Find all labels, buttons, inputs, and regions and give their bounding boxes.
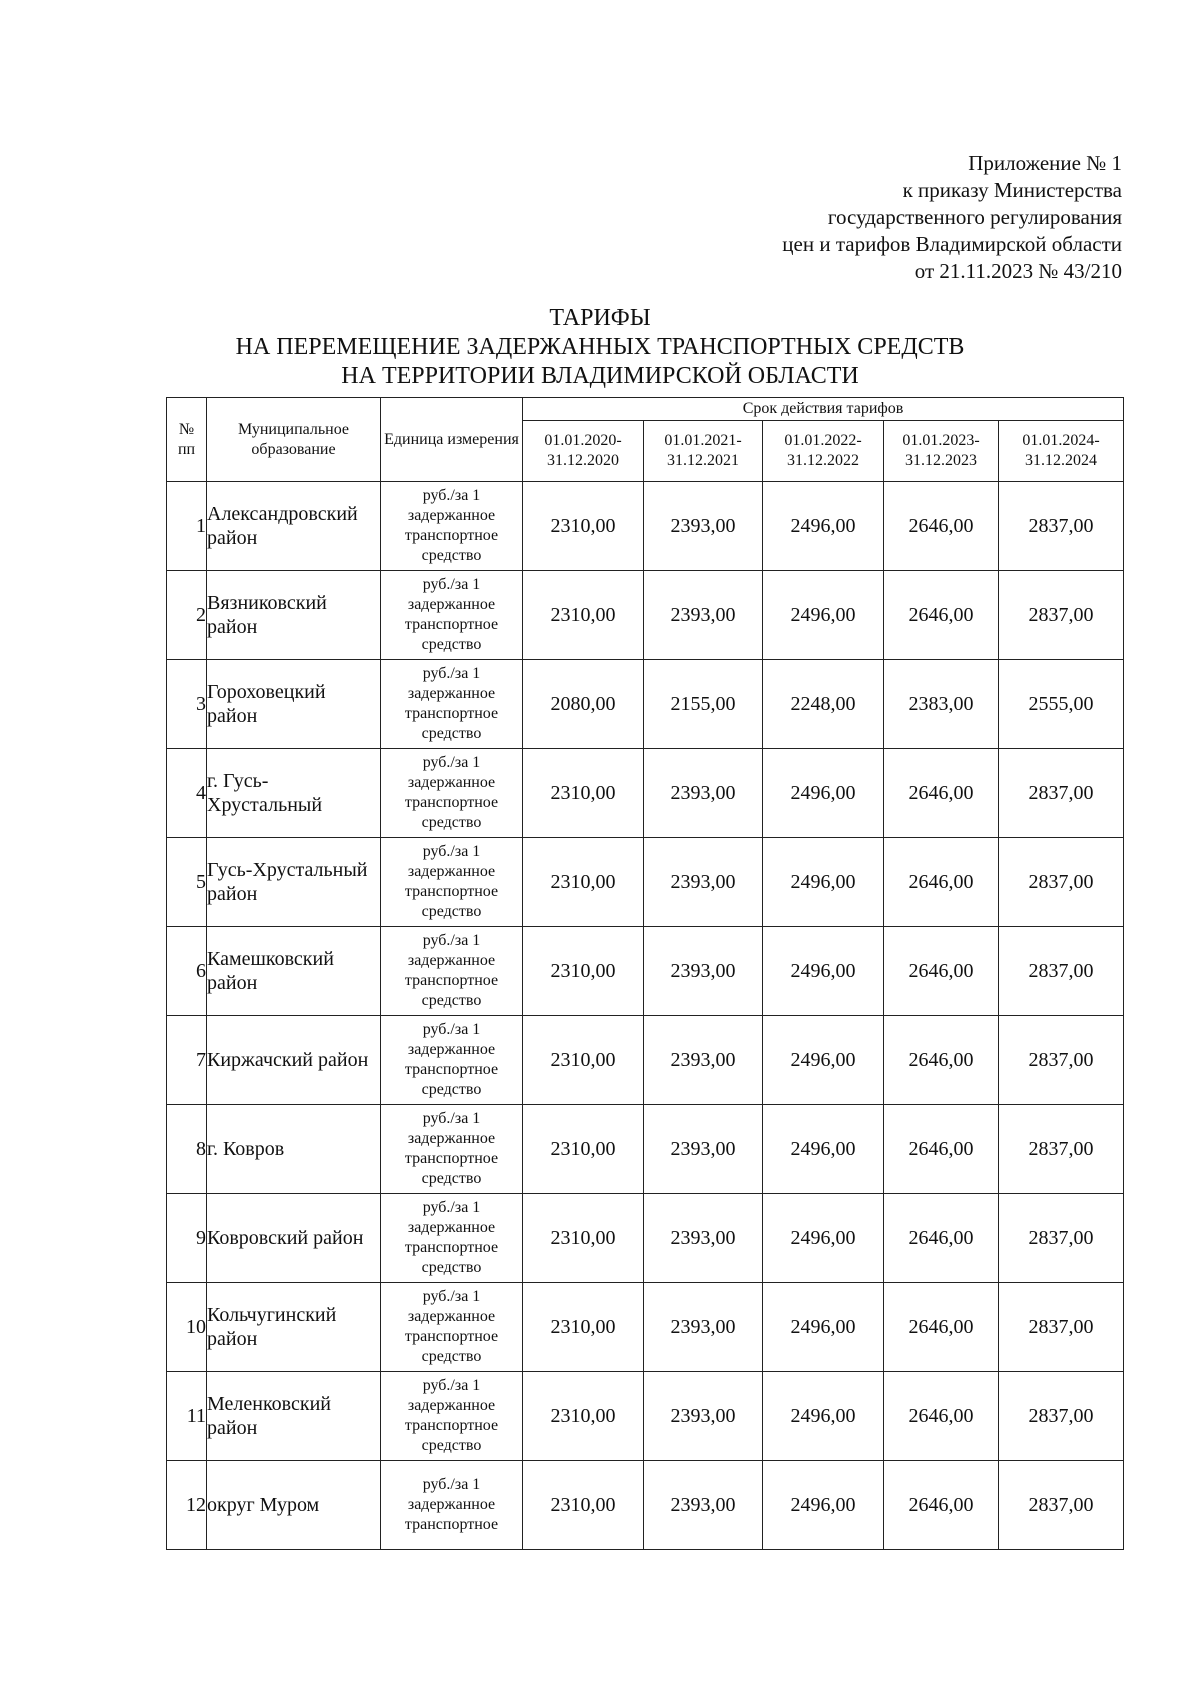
- tariff-value-cell: 2837,00: [999, 1372, 1124, 1461]
- tariff-value-cell: 2496,00: [763, 1194, 884, 1283]
- table-row: [167, 482, 1124, 571]
- title-line: ТАРИФЫ: [549, 305, 651, 331]
- unit-cell: руб./за 1 задержанное транспортное средство: [381, 1372, 523, 1461]
- tariff-value-cell: 2646,00: [884, 838, 999, 927]
- table-row: [167, 838, 1124, 927]
- tariff-value-cell: 2496,00: [763, 1016, 884, 1105]
- municipality-cell: округ Муром: [207, 1461, 381, 1550]
- table-row: [167, 660, 1124, 749]
- municipality-cell: г. Ковров: [207, 1105, 381, 1194]
- row-number: 5: [167, 838, 207, 927]
- tariff-value-cell: 2248,00: [763, 660, 884, 749]
- table-row: [167, 1372, 1124, 1461]
- title-line: НА ТЕРРИТОРИИ ВЛАДИМИРСКОЙ ОБЛАСТИ: [341, 363, 859, 389]
- table-row: [167, 571, 1124, 660]
- row-number: 1: [167, 482, 207, 571]
- appendix-note: [782, 150, 1122, 285]
- tariff-value-cell: 2080,00: [523, 660, 644, 749]
- municipality-cell: г. Гусь-Хрустальный: [207, 749, 381, 838]
- tariff-value-cell: 2496,00: [763, 749, 884, 838]
- title-line: НА ПЕРЕМЕЩЕНИЕ ЗАДЕРЖАННЫХ ТРАНСПОРТНЫХ СРЕДСТВ: [235, 334, 965, 360]
- tariff-value-cell: 2310,00: [523, 927, 644, 1016]
- tariff-table: [166, 397, 1124, 1550]
- tariff-value-cell: 2496,00: [763, 1372, 884, 1461]
- unit-cell: руб./за 1 задержанное транспортное: [381, 1461, 523, 1550]
- tariff-value-cell: 2310,00: [523, 838, 644, 927]
- municipality-cell: Кольчугинский район: [207, 1283, 381, 1372]
- tariff-value-cell: 2393,00: [644, 1283, 763, 1372]
- header-period: 01.01.2020-31.12.2020: [523, 421, 644, 482]
- header-period: 01.01.2024-31.12.2024: [999, 421, 1124, 482]
- tariff-value-cell: 2837,00: [999, 1461, 1124, 1550]
- tariff-value-cell: 2393,00: [644, 1194, 763, 1283]
- document-title: [0, 304, 1200, 391]
- tariff-value-cell: 2837,00: [999, 927, 1124, 1016]
- table-row: [167, 1105, 1124, 1194]
- tariff-value-cell: 2555,00: [999, 660, 1124, 749]
- row-number: 3: [167, 660, 207, 749]
- tariff-value-cell: 2393,00: [644, 571, 763, 660]
- tariff-value-cell: 2310,00: [523, 749, 644, 838]
- unit-cell: руб./за 1 задержанное транспортное средство: [381, 660, 523, 749]
- unit-cell: руб./за 1 задержанное транспортное средство: [381, 1105, 523, 1194]
- tariff-value-cell: 2837,00: [999, 1283, 1124, 1372]
- tariff-value-cell: 2393,00: [644, 927, 763, 1016]
- header-number: № пп: [167, 398, 207, 482]
- table-row: [167, 1194, 1124, 1283]
- tariff-value-cell: 2310,00: [523, 482, 644, 571]
- tariff-value-cell: 2837,00: [999, 1105, 1124, 1194]
- tariff-value-cell: 2646,00: [884, 482, 999, 571]
- header-period-group: Срок действия тарифов: [523, 398, 1124, 421]
- unit-cell: руб./за 1 задержанное транспортное средство: [381, 571, 523, 660]
- tariff-value-cell: 2646,00: [884, 571, 999, 660]
- tariff-value-cell: 2155,00: [644, 660, 763, 749]
- row-number: 4: [167, 749, 207, 838]
- unit-cell: руб./за 1 задержанное транспортное средство: [381, 482, 523, 571]
- tariff-value-cell: 2496,00: [763, 571, 884, 660]
- tariff-value-cell: 2837,00: [999, 838, 1124, 927]
- tariff-value-cell: 2646,00: [884, 1194, 999, 1283]
- tariff-value-cell: 2496,00: [763, 482, 884, 571]
- tariff-value-cell: 2646,00: [884, 1016, 999, 1105]
- tariff-value-cell: 2496,00: [763, 1105, 884, 1194]
- unit-cell: руб./за 1 задержанное транспортное средство: [381, 749, 523, 838]
- municipality-cell: Киржачский район: [207, 1016, 381, 1105]
- tariff-value-cell: 2393,00: [644, 1016, 763, 1105]
- unit-cell: руб./за 1 задержанное транспортное средство: [381, 1016, 523, 1105]
- tariff-value-cell: 2496,00: [763, 927, 884, 1016]
- municipality-cell: Гусь-Хрустальный район: [207, 838, 381, 927]
- header-period: 01.01.2021-31.12.2021: [644, 421, 763, 482]
- tariff-value-cell: 2310,00: [523, 1372, 644, 1461]
- tariff-value-cell: 2393,00: [644, 838, 763, 927]
- tariff-value-cell: 2393,00: [644, 1105, 763, 1194]
- row-number: 12: [167, 1461, 207, 1550]
- tariff-value-cell: 2646,00: [884, 1372, 999, 1461]
- row-number: 11: [167, 1372, 207, 1461]
- tariff-value-cell: 2837,00: [999, 482, 1124, 571]
- tariff-value-cell: 2646,00: [884, 749, 999, 838]
- tariff-value-cell: 2310,00: [523, 1194, 644, 1283]
- tariff-value-cell: 2393,00: [644, 1372, 763, 1461]
- table-row: [167, 1016, 1124, 1105]
- tariff-value-cell: 2310,00: [523, 1283, 644, 1372]
- municipality-cell: Ковровский район: [207, 1194, 381, 1283]
- row-number: 2: [167, 571, 207, 660]
- appendix-line: к приказу Министерства: [902, 178, 1122, 202]
- tariff-value-cell: 2310,00: [523, 1105, 644, 1194]
- tariff-value-cell: 2837,00: [999, 749, 1124, 838]
- tariff-value-cell: 2310,00: [523, 1461, 644, 1550]
- tariff-value-cell: 2646,00: [884, 1105, 999, 1194]
- tariff-table-body: [167, 482, 1124, 1550]
- tariff-value-cell: 2837,00: [999, 1194, 1124, 1283]
- tariff-value-cell: 2646,00: [884, 1283, 999, 1372]
- tariff-value-cell: 2496,00: [763, 838, 884, 927]
- row-number: 8: [167, 1105, 207, 1194]
- unit-cell: руб./за 1 задержанное транспортное средство: [381, 1283, 523, 1372]
- appendix-line: Приложение № 1: [968, 151, 1122, 175]
- appendix-line: цен и тарифов Владимирской области: [782, 232, 1122, 256]
- tariff-value-cell: 2310,00: [523, 571, 644, 660]
- municipality-cell: Вязниковский район: [207, 571, 381, 660]
- tariff-value-cell: 2310,00: [523, 1016, 644, 1105]
- row-number: 9: [167, 1194, 207, 1283]
- municipality-cell: Камешковский район: [207, 927, 381, 1016]
- row-number: 6: [167, 927, 207, 1016]
- tariff-value-cell: 2393,00: [644, 749, 763, 838]
- unit-cell: руб./за 1 задержанное транспортное средство: [381, 927, 523, 1016]
- table-row: [167, 1461, 1124, 1550]
- tariff-value-cell: 2393,00: [644, 482, 763, 571]
- municipality-cell: Александровский район: [207, 482, 381, 571]
- row-number: 10: [167, 1283, 207, 1372]
- table-row: [167, 749, 1124, 838]
- tariff-value-cell: 2646,00: [884, 927, 999, 1016]
- header-municipality: Муниципальное образование: [207, 398, 381, 482]
- tariff-value-cell: 2646,00: [884, 1461, 999, 1550]
- table-row: [167, 927, 1124, 1016]
- tariff-value-cell: 2496,00: [763, 1461, 884, 1550]
- tariff-value-cell: 2393,00: [644, 1461, 763, 1550]
- header-unit: Единица измерения: [381, 398, 523, 482]
- appendix-line: от 21.11.2023 № 43/210: [914, 259, 1122, 283]
- municipality-cell: Меленковский район: [207, 1372, 381, 1461]
- header-period: 01.01.2023-31.12.2023: [884, 421, 999, 482]
- municipality-cell: Гороховецкий район: [207, 660, 381, 749]
- unit-cell: руб./за 1 задержанное транспортное средство: [381, 1194, 523, 1283]
- header-period: 01.01.2022-31.12.2022: [763, 421, 884, 482]
- unit-cell: руб./за 1 задержанное транспортное средство: [381, 838, 523, 927]
- tariff-value-cell: 2837,00: [999, 571, 1124, 660]
- tariff-value-cell: 2837,00: [999, 1016, 1124, 1105]
- row-number: 7: [167, 1016, 207, 1105]
- table-row: [167, 1283, 1124, 1372]
- tariff-value-cell: 2383,00: [884, 660, 999, 749]
- tariff-value-cell: 2496,00: [763, 1283, 884, 1372]
- appendix-line: государственного регулирования: [827, 205, 1122, 229]
